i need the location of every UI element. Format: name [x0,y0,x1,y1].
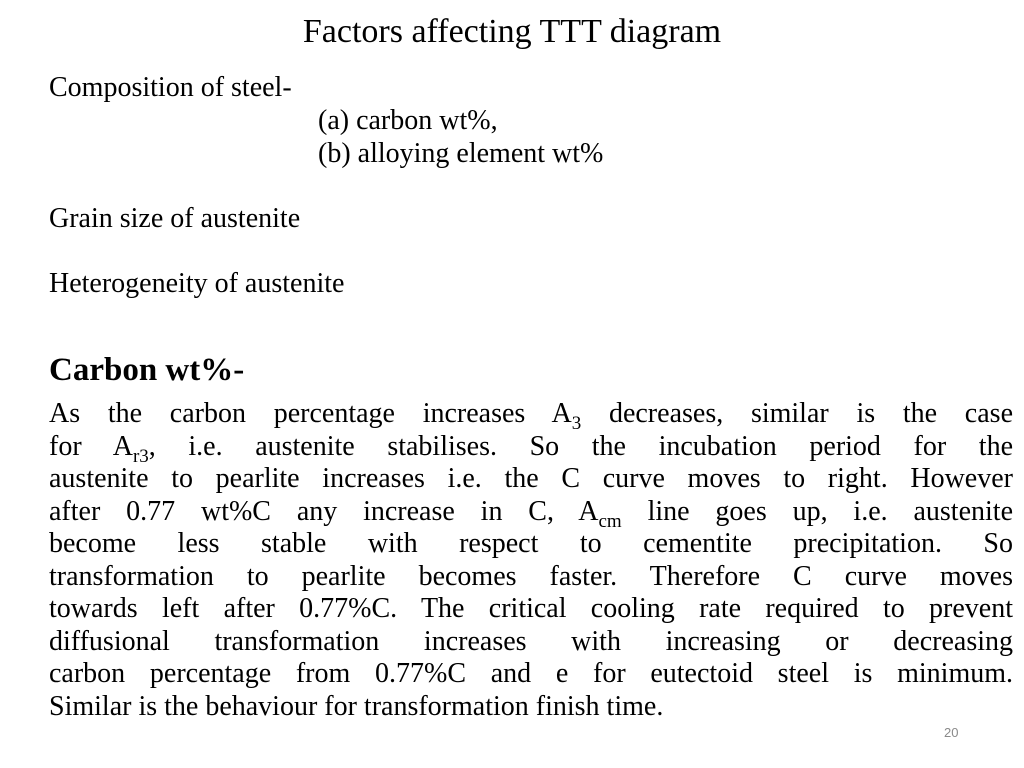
paragraph-line-8: diffusional transformation increases with increasing or decreasing [49,625,1013,657]
paragraph-line-6: transformation to pearlite becomes faster. Therefore C curve moves [49,560,1013,592]
carbon-paragraph [49,398,1013,723]
factor-composition-alloying: (b) alloying element wt% [318,138,604,169]
paragraph-line-7: towards left after 0.77%C. The critical cooling rate required to prevent [49,593,1013,624]
factor-composition-carbon: (a) carbon wt%, [318,105,498,136]
paragraph-line-5: become less stable with respect to cementite precipitation. So [49,528,1013,559]
factor-grain-size: Grain size of austenite [49,203,301,234]
paragraph-line-2: for $A_{r3}$, i.e. austenite stabilises. So the incubation period for the [49,430,1013,467]
paragraph-line-10: Similar is the behaviour for transformation finish time. [49,690,664,722]
factor-heterogeneity: Heterogeneity of austenite [49,268,345,299]
carbon-heading: Carbon wt%- [49,352,245,388]
paragraph-line-9: carbon percentage from 0.77%C and e for eutectoid steel is minimum. [49,658,1013,689]
paragraph-line-3: austenite to pearlite increases i.e. the C curve moves to right. However [49,463,1013,494]
slide-number: 20 [944,725,959,740]
factor-composition: Composition of steel- [49,72,292,103]
slide-title: Factors affecting TTT diagram [302,13,722,50]
paragraph-line-1: As the carbon percentage increases $A_3$ decreases, similar is the case [49,398,1013,434]
paragraph-line-4: after 0.77 wt%C any increase in C, $A_{cm}$ line goes up, i.e. austenite [49,495,1013,532]
